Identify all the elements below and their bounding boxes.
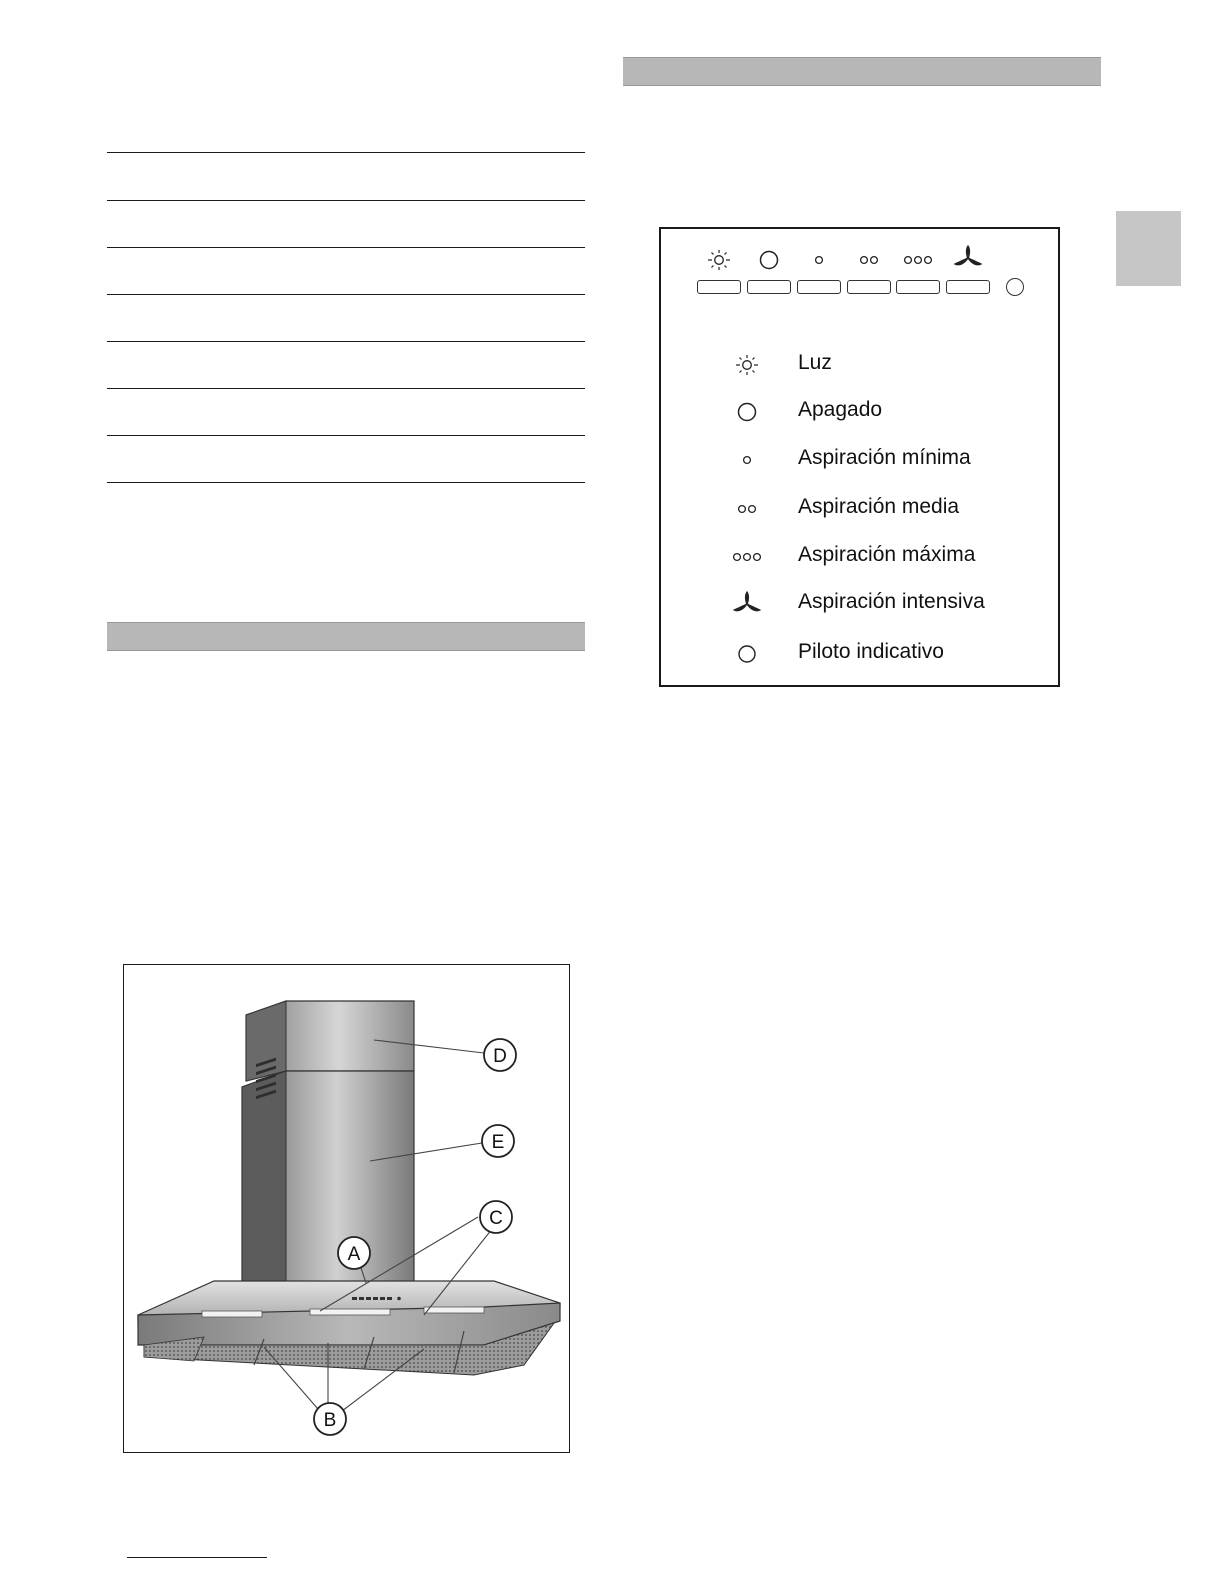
fan-icon	[711, 587, 783, 621]
table-rule	[107, 341, 585, 342]
table-rule	[107, 294, 585, 295]
section-header-bar-right	[623, 57, 1101, 86]
legend-item	[711, 637, 1051, 671]
two-dots-icon	[847, 249, 891, 271]
hood-illustration	[124, 965, 568, 1451]
sun-icon	[697, 249, 741, 271]
control-panel-legend	[659, 227, 1060, 687]
legend-item	[711, 443, 1051, 477]
one-dot-icon	[797, 249, 841, 271]
table-rule	[107, 200, 585, 201]
side-language-tab	[1116, 211, 1181, 286]
large-circle-icon	[711, 395, 783, 429]
large-circle-icon	[747, 249, 791, 271]
callout-e-label: E	[491, 1132, 505, 1153]
section-header-bar-left	[107, 622, 585, 651]
table-rule	[107, 482, 585, 483]
two-dots-icon	[711, 492, 783, 526]
callout-c-label: C	[489, 1208, 503, 1229]
callout-a-label: A	[347, 1244, 361, 1265]
legend-label: Aspiración intensiva	[798, 590, 985, 613]
three-dots-icon	[711, 540, 783, 574]
three-dots-icon	[896, 249, 940, 271]
sun-icon	[711, 348, 783, 382]
table-rule	[107, 388, 585, 389]
fan-icon	[946, 247, 990, 269]
legend-label: Piloto indicativo	[798, 640, 944, 663]
table-rule	[107, 435, 585, 436]
legend-label: Aspiración mínima	[798, 446, 971, 469]
pilot-lamp-icon	[1006, 278, 1024, 296]
off-button[interactable]	[747, 280, 791, 294]
max-speed-button[interactable]	[896, 280, 940, 294]
callout-d-label: D	[493, 1046, 507, 1067]
pilot-lamp-icon	[711, 637, 783, 671]
legend-item	[711, 492, 1051, 526]
callout-b-label: B	[323, 1410, 337, 1431]
table-rule	[107, 247, 585, 248]
one-dot-icon	[711, 443, 783, 477]
legend-label: Luz	[798, 351, 832, 374]
table-rule	[107, 152, 585, 153]
legend-label: Aspiración máxima	[798, 543, 976, 566]
hood-diagram	[123, 964, 570, 1453]
legend-label: Aspiración media	[798, 495, 960, 518]
legend-item	[711, 348, 1051, 382]
legend-item	[711, 587, 1051, 621]
legend-item	[711, 395, 1051, 429]
light-button[interactable]	[697, 280, 741, 294]
min-speed-button[interactable]	[797, 280, 841, 294]
legend-item	[711, 540, 1051, 574]
intensive-button[interactable]	[946, 280, 990, 294]
legend-label: Apagado	[798, 398, 883, 421]
medium-speed-button[interactable]	[847, 280, 891, 294]
footnote-rule	[127, 1557, 267, 1558]
